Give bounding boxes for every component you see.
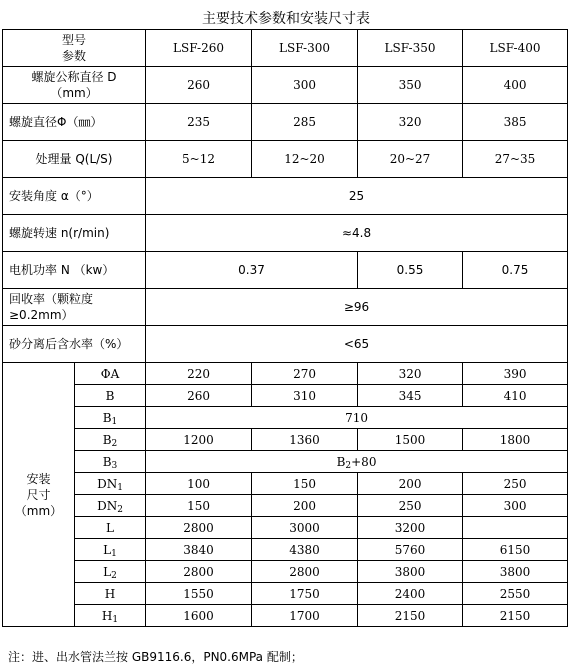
dim-symbol: $DN_1$ [75, 473, 146, 495]
value-cell: 1600 [146, 605, 252, 627]
value-cell: 2800 [252, 561, 358, 583]
value-cell: 345 [358, 385, 463, 407]
value-cell: 20~27 [358, 141, 463, 178]
table-row [3, 252, 568, 289]
value-cell: 0.55 [358, 252, 463, 289]
table-row [3, 178, 568, 215]
table-row [3, 517, 568, 539]
corner-cell: 型号 参数 [3, 30, 146, 67]
value-cell: 1360 [252, 429, 358, 451]
value-cell: 27~35 [463, 141, 568, 178]
value-cell: ≥96 [146, 289, 568, 326]
value-cell: 1700 [252, 605, 358, 627]
value-cell: 2800 [146, 517, 252, 539]
row-label: 螺旋转速 n(r/min) [3, 215, 146, 252]
table-row [3, 451, 568, 473]
value-cell: $B_2+80$ [146, 451, 568, 473]
value-cell: 260 [146, 385, 252, 407]
value-cell: 390 [463, 363, 568, 385]
spec-table [2, 29, 568, 627]
table-row [3, 141, 568, 178]
value-cell: 25 [146, 178, 568, 215]
dim-symbol: $L_1$ [75, 539, 146, 561]
model-cell: LSF-260 [146, 30, 252, 67]
value-cell: 250 [358, 495, 463, 517]
table-row [3, 495, 568, 517]
row-label: 螺旋公称直径 D （mm） [3, 67, 146, 104]
value-cell: 285 [252, 104, 358, 141]
value-cell: 410 [463, 385, 568, 407]
model-cell: LSF-350 [358, 30, 463, 67]
value-cell: 220 [146, 363, 252, 385]
value-cell: 300 [463, 495, 568, 517]
row-label: 处理量 Q(L/S) [3, 141, 146, 178]
dim-symbol: B [75, 385, 146, 407]
value-cell: 300 [252, 67, 358, 104]
value-cell: 710 [146, 407, 568, 429]
table-row [3, 30, 568, 67]
value-cell: 6150 [463, 539, 568, 561]
value-cell: 400 [463, 67, 568, 104]
table-row [3, 561, 568, 583]
install-label: 安装 尺寸 （mm） [3, 363, 75, 627]
value-cell: 3840 [146, 539, 252, 561]
value-cell: 350 [358, 67, 463, 104]
dim-symbol: $H_1$ [75, 605, 146, 627]
row-label: 回收率（颗粒度 ≥0.2mm） [3, 289, 146, 326]
dim-symbol: $B_2$ [75, 429, 146, 451]
table-row [3, 605, 568, 627]
value-cell: 12~20 [252, 141, 358, 178]
value-cell: 2400 [358, 583, 463, 605]
value-cell: 5760 [358, 539, 463, 561]
row-label: 安装角度 α（°） [3, 178, 146, 215]
dim-symbol: $L_2$ [75, 561, 146, 583]
value-cell: 1750 [252, 583, 358, 605]
value-cell: 150 [252, 473, 358, 495]
value-cell: 2150 [463, 605, 568, 627]
value-cell: 2800 [146, 561, 252, 583]
value-cell: 235 [146, 104, 252, 141]
table-row [3, 104, 568, 141]
table-row [3, 289, 568, 326]
value-cell: 200 [252, 495, 358, 517]
table-row [3, 215, 568, 252]
table-row [3, 407, 568, 429]
value-cell: <65 [146, 326, 568, 363]
value-cell: 2550 [463, 583, 568, 605]
value-cell: 320 [358, 104, 463, 141]
value-cell: 200 [358, 473, 463, 495]
value-cell: 1800 [463, 429, 568, 451]
row-label: 螺旋直径Φ（㎜） [3, 104, 146, 141]
dim-symbol: $B_1$ [75, 407, 146, 429]
value-cell [463, 517, 568, 539]
row-label: 电机功率 N （kw） [3, 252, 146, 289]
value-cell: 3000 [252, 517, 358, 539]
value-cell: 0.75 [463, 252, 568, 289]
value-cell: ≈4.8 [146, 215, 568, 252]
table-row [3, 539, 568, 561]
value-cell: 1550 [146, 583, 252, 605]
table-title: 主要技术参数和安装尺寸表 [202, 11, 370, 27]
value-cell: 3200 [358, 517, 463, 539]
value-cell: 385 [463, 104, 568, 141]
value-cell: 3800 [358, 561, 463, 583]
value-cell: 100 [146, 473, 252, 495]
table-row [3, 583, 568, 605]
model-cell: LSF-400 [463, 30, 568, 67]
dim-symbol: $B_3$ [75, 451, 146, 473]
model-cell: LSF-300 [252, 30, 358, 67]
table-row [3, 473, 568, 495]
value-cell: 250 [463, 473, 568, 495]
dim-symbol: $DN_2$ [75, 495, 146, 517]
table-row [3, 326, 568, 363]
value-cell: 0.37 [146, 252, 358, 289]
value-cell: 1500 [358, 429, 463, 451]
value-cell: 1200 [146, 429, 252, 451]
row-label: 砂分离后含水率（%） [3, 326, 146, 363]
table-row [3, 363, 568, 385]
footnote: 注：进、出水管法兰按 GB9116.6，PN0.6MPa 配制； [8, 650, 303, 664]
value-cell: 5~12 [146, 141, 252, 178]
value-cell: 270 [252, 363, 358, 385]
dim-symbol: H [75, 583, 146, 605]
value-cell: 310 [252, 385, 358, 407]
value-cell: 3800 [463, 561, 568, 583]
table-row [3, 385, 568, 407]
value-cell: 150 [146, 495, 252, 517]
value-cell: 320 [358, 363, 463, 385]
table-row [3, 67, 568, 104]
dim-symbol: ΦA [75, 363, 146, 385]
value-cell: 2150 [358, 605, 463, 627]
dim-symbol: L [75, 517, 146, 539]
value-cell: 4380 [252, 539, 358, 561]
value-cell: 260 [146, 67, 252, 104]
table-row [3, 429, 568, 451]
